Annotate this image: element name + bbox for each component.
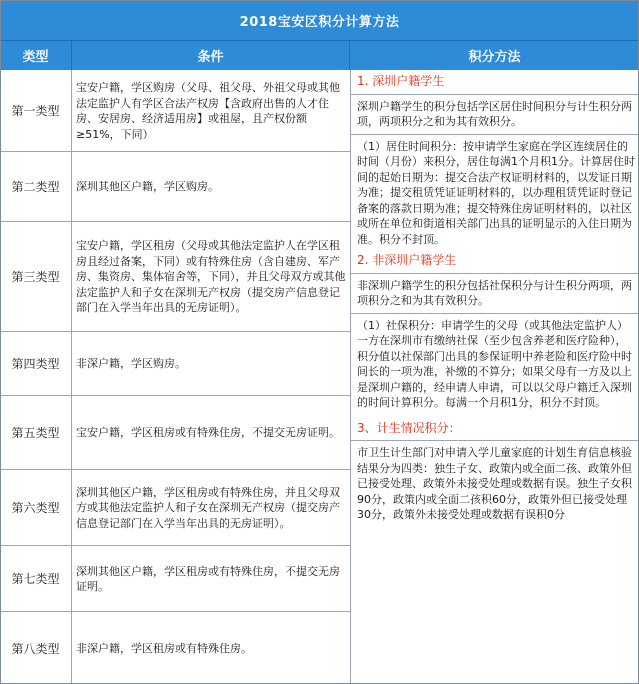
section-title: 2. 非深圳户籍学生: [357, 253, 457, 267]
header-method: 积分方法: [350, 40, 639, 70]
row-condition: 宝安户籍，学区租房或有特殊住房，不提交无房证明。: [76, 426, 340, 440]
divider: [351, 134, 639, 135]
method-paragraph: 市卫生计生部门对申请入学儿童家庭的计划生育信息核验结果分为四类：独生子女、政策内或全面二孩、政策外但已接受处理、政策外未接受处理或数据有误。独生子女积90分，政策内或全面二孩积60分，政策外但已接受处理30分，政策外未接受处理或数据有误积0分: [357, 446, 632, 521]
method-column: [350, 70, 639, 684]
divider: [351, 313, 639, 314]
row-condition: 宝安户籍，学区购房（父母、祖父母、外祖父母或其他法定监护人有学区合法产权房【含政府出售的人才住房、安居房、经济适用房】或祖屋，且产权份额≥51%，下同）: [76, 81, 340, 141]
method-paragraph: （1）社保积分：申请学生的父母（或其他法定监护人）一方在深圳市有缴纳社保（至少包含养老和医疗险种），积分值以社保部门出具的参保证明中养老险和医疗险中时间长的一项为准，补缴的不算分；如果父母有一方及以上是深圳户籍的，经申请人申请，可以以父母户籍迁入深圳的时间计算积分。每满一个月积1分，积分不封顶。: [357, 318, 632, 409]
row-type: 第八类型: [0, 612, 72, 684]
table-row: [0, 546, 350, 612]
divider: [351, 273, 639, 274]
row-condition: 宝安户籍，学区租房（父母或其他法定监护人在学区租房且经过备案，下同）或有特殊住房（含自建房、军产房、集资房、集体宿舍等，下同），并且父母双方或其他法定监护人和子女在深圳无产权房（提交房产信息登记部门在入学当年出具的无房证明）。: [76, 239, 346, 315]
table-row: [0, 70, 350, 152]
table-title: 2018宝安区积分计算方法: [0, 0, 639, 40]
divider: [351, 94, 639, 95]
row-condition: 非深户籍，学区购房。: [76, 357, 186, 371]
header-condition: 条件: [72, 40, 350, 70]
row-type: 第二类型: [0, 152, 72, 221]
row-type: 第五类型: [0, 396, 72, 469]
row-type: 第一类型: [0, 70, 72, 151]
row-type: 第六类型: [0, 470, 72, 545]
divider: [351, 440, 639, 441]
method-paragraph: （1）居住时间积分：按申请学生家庭在学区连续居住的时间（月份）来积分，居住每满1个月积1分。计算居住时间的起始日期为：提交合法产权证明材料的，以发证日期为准；提交租赁凭证证明材料的，以办理租赁凭证时登记备案的落款日期为准；提交特殊住房证明材料的，以社区或所在单位和街道相关部门出具的证明显示的入住日期为准。积分不封顶。: [357, 139, 635, 246]
row-condition: 非深户籍，学区租房或有特殊住房。: [76, 641, 252, 655]
row-type: 第七类型: [0, 546, 72, 611]
table-row: [0, 612, 350, 684]
method-paragraph: 深圳户籍学生的积分包括学区居住时间积分与计生积分两项，两项积分之和为其有效积分。: [357, 99, 632, 128]
header-type: 类型: [0, 40, 72, 70]
table-row: [0, 470, 350, 546]
row-type: 第四类型: [0, 332, 72, 395]
table-row: [0, 152, 350, 222]
row-condition: 深圳其他区户籍，学区购房。: [76, 180, 219, 194]
section-title: 3、计生情况积分：: [357, 420, 461, 435]
table-row: [0, 222, 350, 332]
table-row: [0, 396, 350, 470]
row-condition: 深圳其他区户籍，学区租房或有特殊住房，不提交无房证明。: [76, 564, 340, 593]
row-type: 第三类型: [0, 222, 72, 331]
row-condition: 深圳其他区户籍，学区租房或有特殊住房，并且父母双方或其他法定监护人和子女在深圳无产权房（提交房产信息登记部门在入学当年出具的无房证明）。: [76, 485, 340, 530]
table-row: [0, 332, 350, 396]
section-title: 1. 深圳户籍学生: [357, 74, 445, 88]
method-paragraph: 非深圳户籍学生的积分包括社保积分与计生积分两项，两项积分之和为其有效积分。: [357, 278, 632, 307]
